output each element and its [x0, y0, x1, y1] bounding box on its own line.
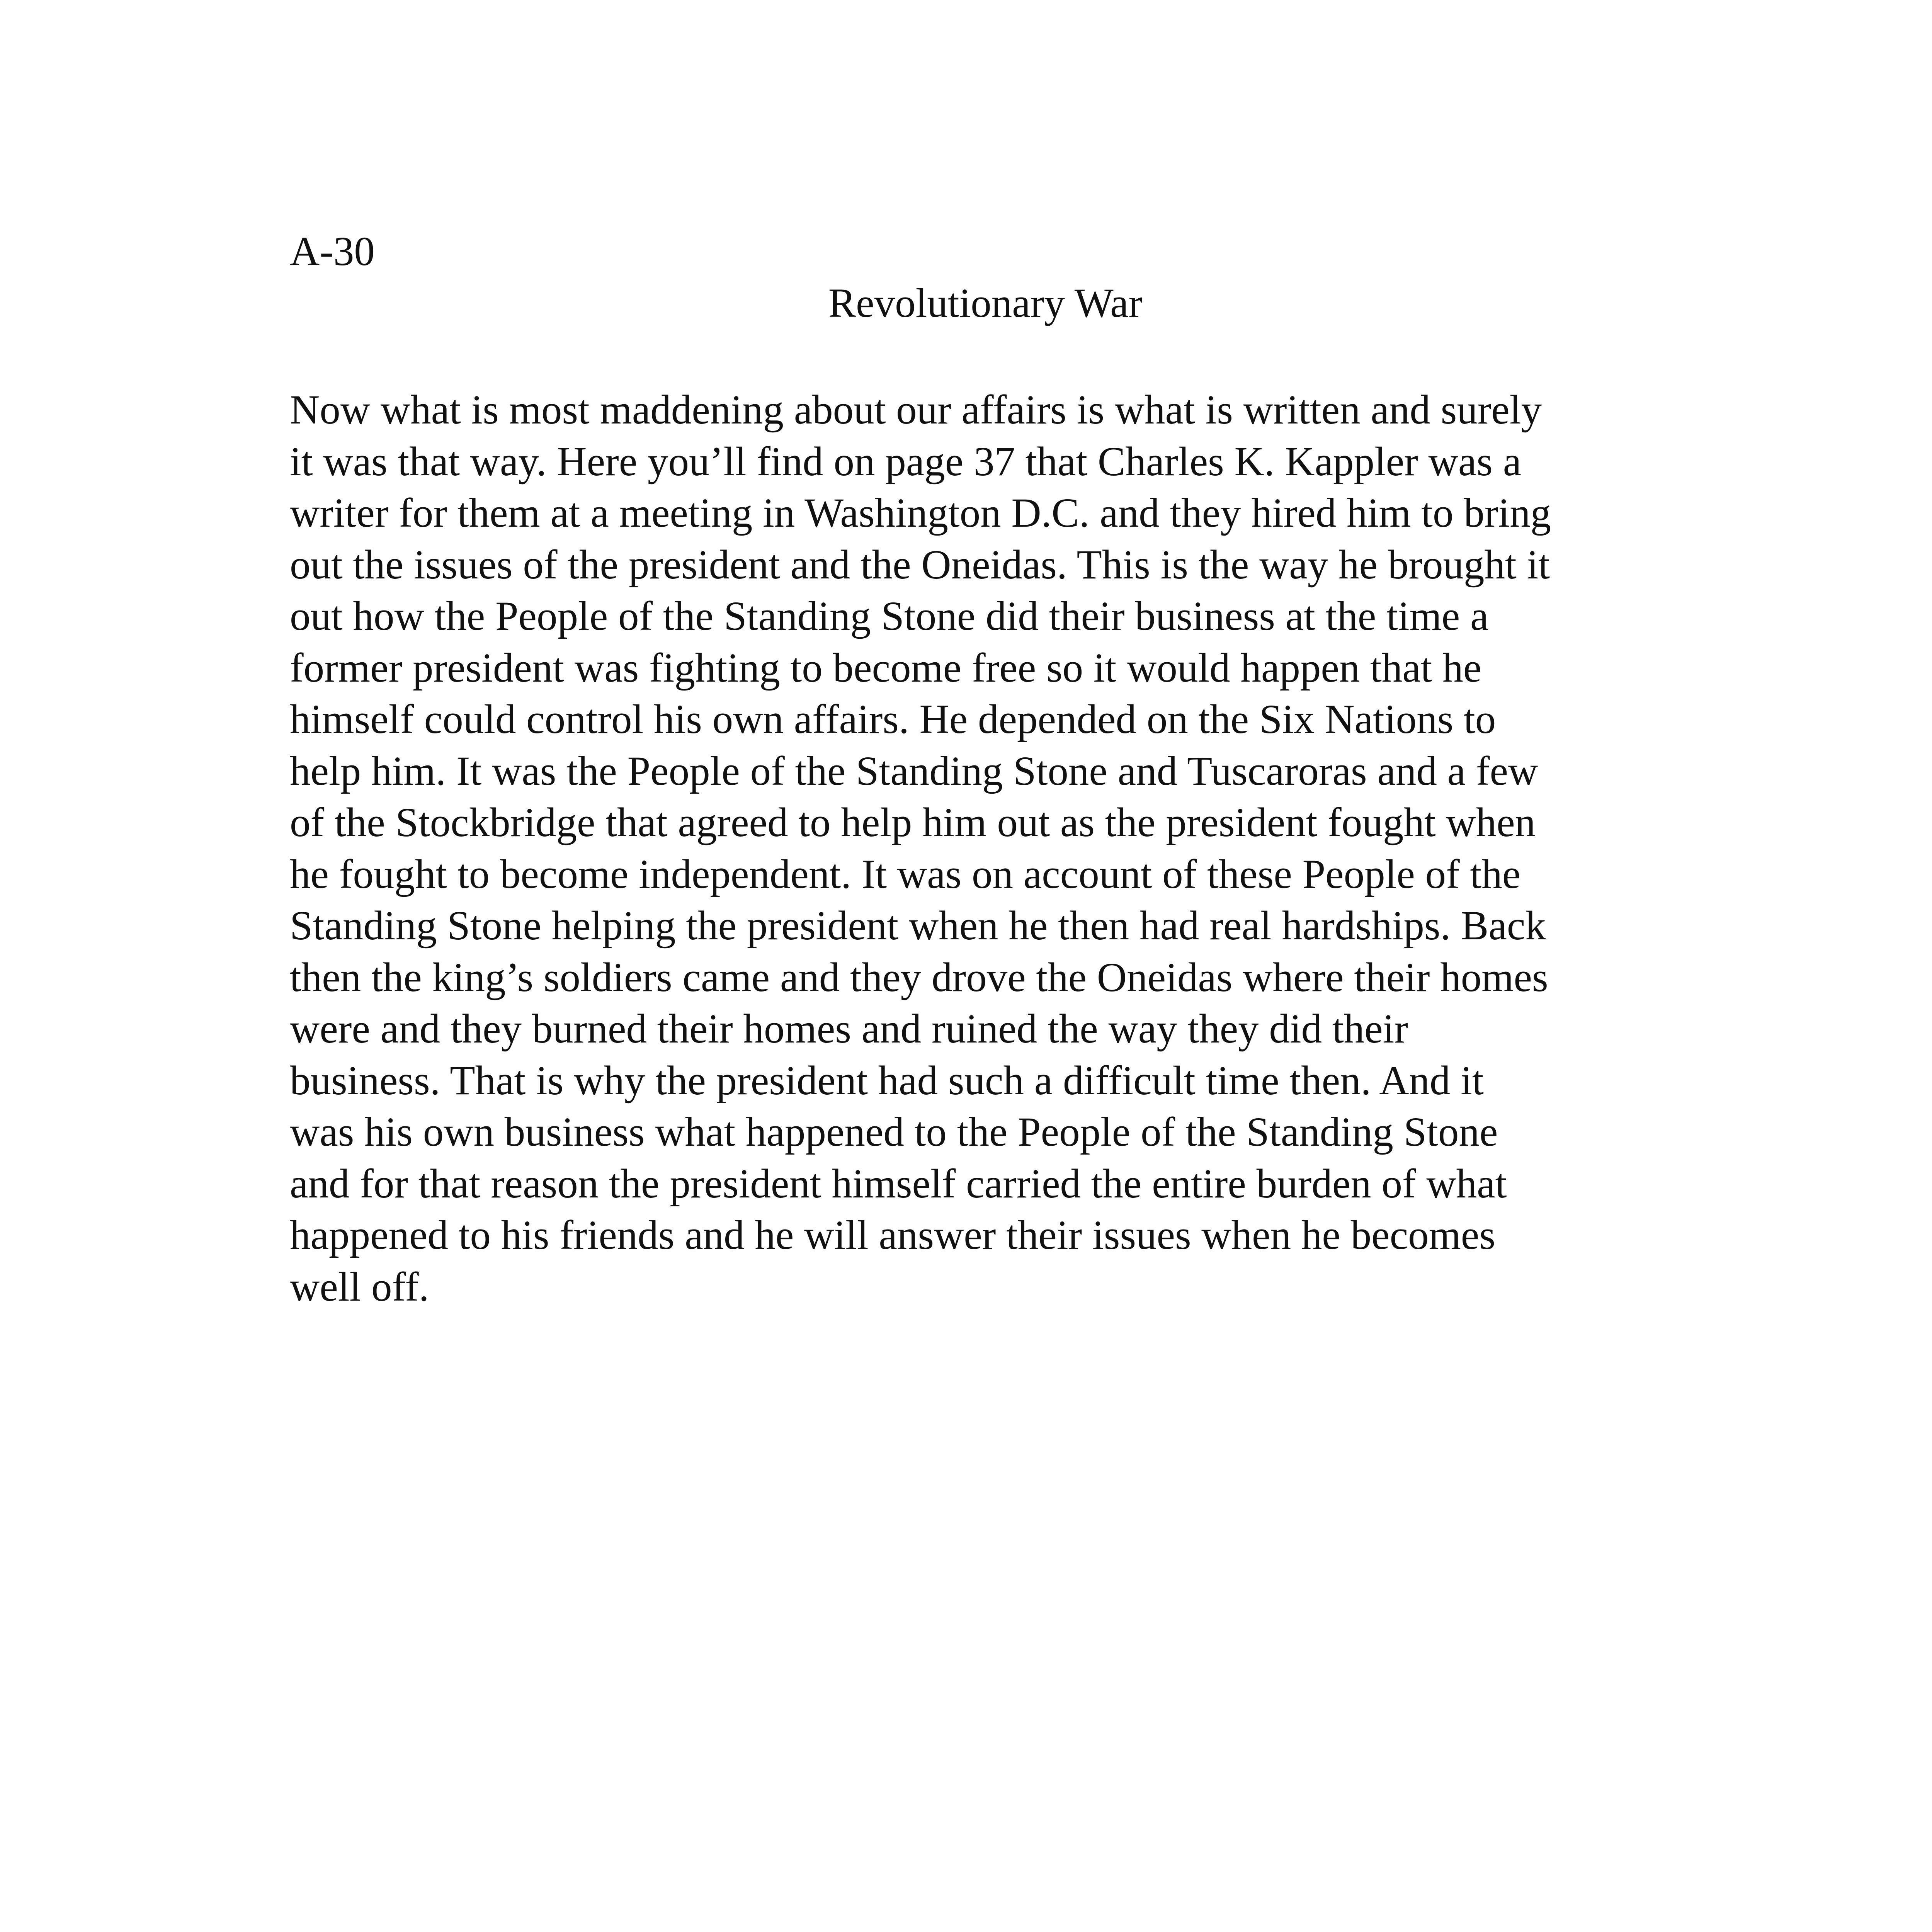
- body-line: himself could control his own affairs. He depended on the Six Nations to: [290, 697, 1496, 742]
- body-line: of the Stockbridge that agreed to help him out as the president fought when: [290, 800, 1536, 845]
- body-line: happened to his friends and he will answer their issues when he becomes: [290, 1213, 1495, 1258]
- body-line: Standing Stone helping the president when he then had real hardships. Back: [290, 903, 1546, 949]
- body-line: out how the People of the Standing Stone did their business at the time a: [290, 594, 1489, 639]
- body-line: Now what is most maddening about our affairs is what is written and surely: [290, 387, 1542, 433]
- body-line: and for that reason the president himself carried the entire burden of what: [290, 1161, 1507, 1207]
- body-line: well off.: [290, 1264, 429, 1310]
- page-number: A-30: [290, 229, 375, 274]
- body-line: help him. It was the People of the Standing Stone and Tuscaroras and a few: [290, 748, 1538, 794]
- body-line: former president was fighting to become free so it would happen that he: [290, 645, 1482, 691]
- body-line: were and they burned their homes and ruined the way they did their: [290, 1006, 1408, 1052]
- body-line: was his own business what happened to the People of the Standing Stone: [290, 1109, 1498, 1155]
- body-line: out the issues of the president and the Oneidas. This is the way he brought it: [290, 542, 1550, 588]
- body-line: writer for them at a meeting in Washington D.C. and they hired him to bring: [290, 490, 1551, 536]
- body-paragraph: [290, 384, 1704, 1313]
- body-line: he fought to become independent. It was on account of these People of the: [290, 851, 1521, 897]
- body-line: it was that way. Here you’ll find on page 37 that Charles K. Kappler was a: [290, 439, 1522, 485]
- document-title: Revolutionary War: [828, 281, 1143, 326]
- body-line: then the king’s soldiers came and they drove the Oneidas where their homes: [290, 954, 1548, 1000]
- body-line: business. That is why the president had such a difficult time then. And it: [290, 1058, 1484, 1104]
